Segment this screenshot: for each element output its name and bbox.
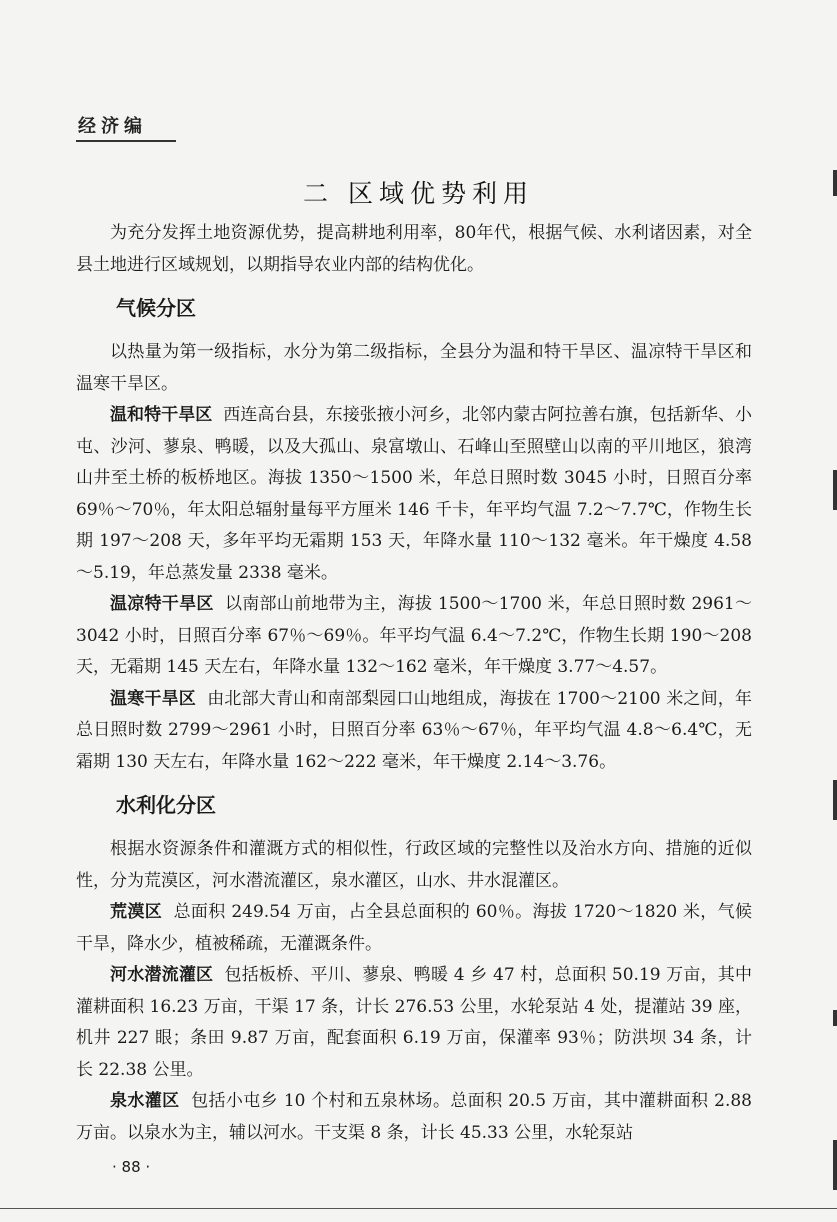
scan-edge-mark xyxy=(833,1010,837,1026)
climate-intro-paragraph: 以热量为第一级指标，水分为第二级指标，全县分为温和特干旱区、温凉特干旱区和温寒干旱区。 xyxy=(76,342,752,394)
chapter-title: 二 区域优势利用 xyxy=(303,179,534,208)
climate-zone-paragraph xyxy=(76,589,752,684)
intro-paragraph: 为充分发挥土地资源优势，提高耕地利用率，80年代，根据气候、水利诸因素，对全县土地进行区域规划，以期指导农业内部的结构优化。 xyxy=(76,223,752,275)
climate-zone-paragraph xyxy=(76,684,752,779)
climate-zone-paragraph xyxy=(76,400,752,589)
zone-description: 总面积 249.54 万亩，占全县总面积的 60％。海拔 1720～1820 米，气候干旱，降水少，植被稀疏，无灌溉条件。 xyxy=(76,902,752,954)
scan-edge-mark xyxy=(833,170,837,196)
zone-term: 温凉特干旱区 xyxy=(110,594,214,614)
running-head-rule xyxy=(76,140,176,142)
irrigation-zone-paragraph xyxy=(76,960,752,1086)
running-head: 经济编 xyxy=(78,116,147,137)
page-number: · 88 · xyxy=(112,1158,151,1176)
zone-description: 以南部山前地带为主，海拔 1500～1700 米，年总日照时数 2961～3042 小时，日照百分率 67％～69％。年平均气温 6.4～7.2℃，作物生长期 190～208 天，无霜期 145 天左右，年降水量 132～162 毫米，年干燥度 3.77～4.57。 xyxy=(76,594,752,677)
zone-term: 泉水灌区 xyxy=(110,1091,180,1111)
irrigation-intro-paragraph: 根据水资源条件和灌溉方式的相似性，行政区域的完整性以及治水方向、措施的近似性，分为荒漠区，河水潜流灌区，泉水灌区，山水、井水混灌区。 xyxy=(76,839,752,891)
zone-description: 包括板桥、平川、蓼泉、鸭暖 4 乡 47 村，总面积 50.19 万亩，其中灌耕面积 16.23 万亩，干渠 17 条，计长 276.53 公里，水轮泵站 4 处，提灌站 39 座，机井 227 眼；条田 9.87 万亩，配套面积 6.19 万亩，保灌率 93％；防洪坝 34 条，计长 22.38 公里。 xyxy=(76,965,753,1080)
scan-edge-mark xyxy=(833,1140,837,1190)
section-heading-irrigation: 水利化分区 xyxy=(116,793,216,817)
body-text xyxy=(76,218,752,1149)
irrigation-zone-paragraph xyxy=(76,897,752,960)
zone-term: 荒漠区 xyxy=(110,902,163,922)
scan-edge-mark xyxy=(833,780,837,820)
zone-term: 温和特干旱区 xyxy=(110,405,213,425)
scan-edge-mark xyxy=(833,470,837,510)
irrigation-zone-paragraph xyxy=(76,1086,752,1149)
zone-term: 河水潜流灌区 xyxy=(110,965,214,985)
section-heading-climate: 气候分区 xyxy=(116,296,196,320)
page-bottom-rule xyxy=(0,1208,837,1209)
zone-description: 由北部大青山和南部梨园口山地组成，海拔在 1700～2100 米之间，年总日照时数 2799～2961 小时，日照百分率 63％～67％，年平均气温 4.8～6.4℃，无霜期 130 天左右，年降水量 162～222 毫米，年干燥度 2.14～3.76。 xyxy=(76,688,752,772)
zone-description: 西连高台县，东接张掖小河乡，北邻内蒙古阿拉善右旗，包括新华、小屯、沙河、蓼泉、鸭暖，以及大孤山、泉富墩山、石峰山至照壁山以南的平川地区，狼湾山井至土桥的板桥地区。海拔 1350～1500 米，年总日照时数 3045 小时，日照百分率 69％～70％，年太阳总辐射量每平方厘米 146 千卡，年平均气温 7.2～7.7℃，作物生长期 197～208 天，多年平均无霜期 153 天，年降水量 110～132 毫米。年干燥度 4.58～5.19，年总蒸发量 2338 毫米。 xyxy=(76,405,753,583)
zone-term: 温寒干旱区 xyxy=(110,688,196,709)
zone-description: 包括小屯乡 10 个村和五泉林场。总面积 20.5 万亩，其中灌耕面积 2.88 万亩。以泉水为主，辅以河水。干支渠 8 条，计长 45.33 公里，水轮泵站 xyxy=(76,1091,753,1143)
